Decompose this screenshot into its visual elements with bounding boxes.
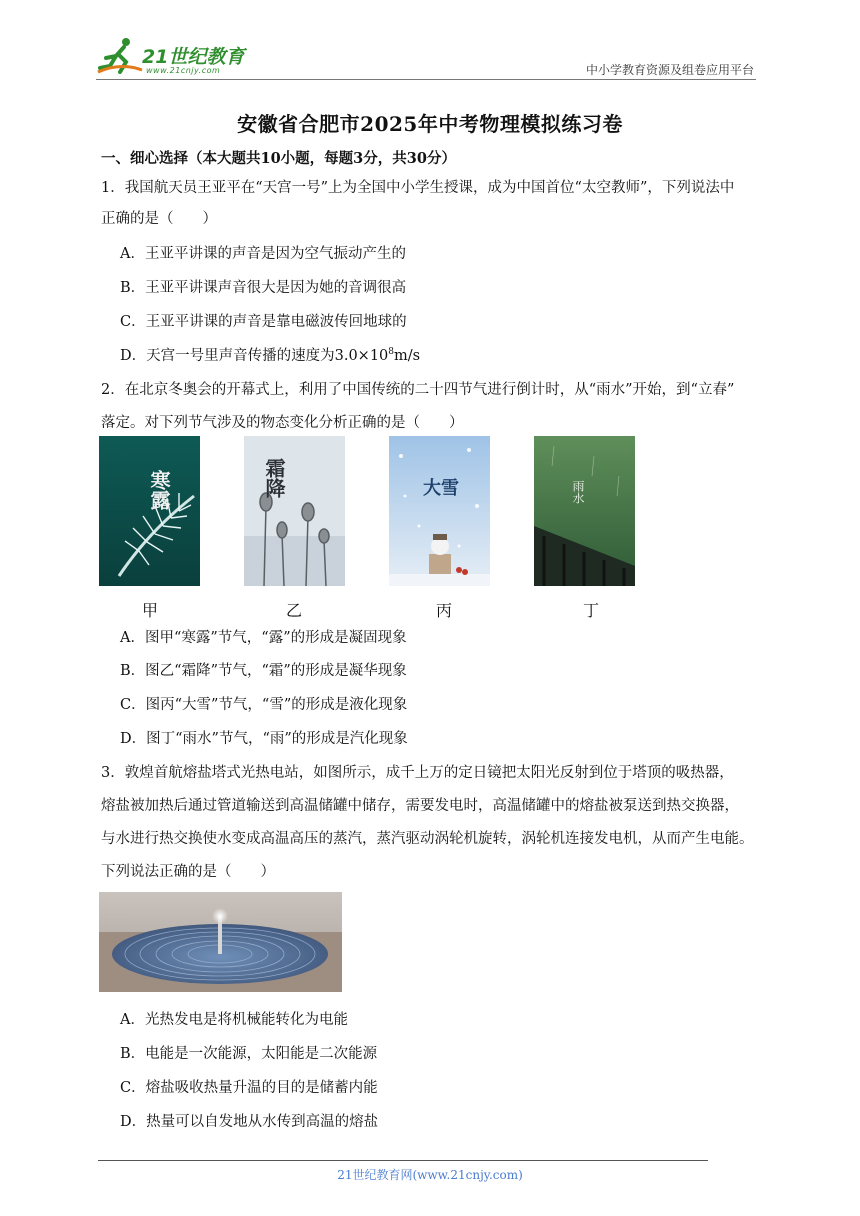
- q2-option-a: A．图甲“寒露”节气，“露”的形成是凝固现象: [120, 630, 407, 646]
- logo-text: 21世纪教育: [142, 46, 245, 68]
- q2-option-b: B．图乙“霜降”节气，“霜”的形成是凝华现象: [120, 663, 407, 679]
- footer-divider: [98, 1160, 708, 1161]
- q2-stem-line-1: 2．在北京冬奥会的开幕式上，利用了中国传统的二十四节气进行倒计时，从“雨水”开始，到“立春”: [101, 382, 735, 398]
- q1-option-d: D．天宫一号里声音传播的速度为$3.0\times 10^8m/s$: [120, 347, 421, 364]
- page-title: 安徽省合肥市2025年中考物理模拟练习卷: [237, 112, 623, 136]
- q3-stem-line-4: 下列说法正确的是（ ）: [101, 864, 275, 880]
- image-label-jia: 甲: [141, 601, 158, 620]
- header-divider: [96, 79, 756, 80]
- exponent: 8: [388, 347, 395, 357]
- solar-tower-photo: [99, 892, 342, 992]
- q2-stem-line-2: 落定。对下列节气涉及的物态变化分析正确的是（ ）: [101, 415, 464, 431]
- q3-option-d: D．热量可以自发地从水传到高温的熔盐: [120, 1114, 379, 1130]
- q1-stem-line-2: 正确的是（ ）: [101, 211, 217, 227]
- image-label-ding: 丁: [582, 601, 599, 620]
- frost-leaf-poster: [99, 436, 200, 586]
- poster-caption: 大雪: [423, 478, 459, 499]
- q3-option-b: B．电能是一次能源，太阳能是二次能源: [120, 1046, 378, 1062]
- logo-url: www.21cnjy.com: [146, 66, 221, 75]
- image-label-bing: 丙: [435, 601, 452, 620]
- q2-option-d: D．图丁“雨水”节气，“雨”的形成是汽化现象: [120, 731, 408, 747]
- runner-icon: [96, 36, 144, 76]
- snowman-poster: [389, 436, 490, 586]
- q3-option-c: C．熔盐吸收热量升温的目的是储蓄内能: [120, 1080, 378, 1096]
- q1-option-a: A．王亚平讲课的声音是因为空气振动产生的: [120, 246, 406, 262]
- q3-option-a: A．光热发电是将机械能转化为电能: [120, 1012, 348, 1028]
- poster-caption: 寒露: [147, 470, 171, 510]
- q1-option-b: B．王亚平讲课声音很大是因为她的音调很高: [120, 280, 407, 296]
- q3-stem-line-1: 3．敦煌首航熔盐塔式光热电站，如图所示，成千上万的定日镜把太阳光反射到位于塔顶的吸热器，: [101, 765, 734, 781]
- q1-option-c: C．王亚平讲课的声音是靠电磁波传回地球的: [120, 314, 407, 330]
- section-heading: 一、细心选择（本大题共10小题，每题3分，共30分）: [101, 150, 456, 167]
- frosted-plants-poster: [244, 436, 345, 586]
- rain-eaves-poster: [534, 436, 635, 586]
- platform-name: 中小学教育资源及组卷应用平台: [585, 63, 754, 77]
- footer-link[interactable]: 21世纪教育网(www.21cnjy.com): [337, 1168, 523, 1182]
- q2-option-c: C．图丙“大雪”节气，“雪”的形成是液化现象: [120, 697, 408, 713]
- poster-caption: 雨水: [571, 480, 585, 504]
- q3-stem-line-2: 熔盐被加热后通过管道输送到高温储罐中储存，需要发电时，高温储罐中的熔盐被泵送到热交换器，: [101, 798, 739, 814]
- poster-caption: 霜降: [262, 458, 286, 498]
- q3-stem-line-3: 与水进行热交换使水变成高温高压的蒸汽，蒸汽驱动涡轮机旋转，涡轮机连接发电机，从而产生电能。: [101, 831, 754, 847]
- q1-stem-line-1: 1．我国航天员王亚平在“天宫一号”上为全国中小学生授课，成为中国首位“太空教师”，下列说法中: [101, 180, 735, 196]
- image-label-yi: 乙: [285, 601, 302, 620]
- site-logo: [96, 36, 266, 76]
